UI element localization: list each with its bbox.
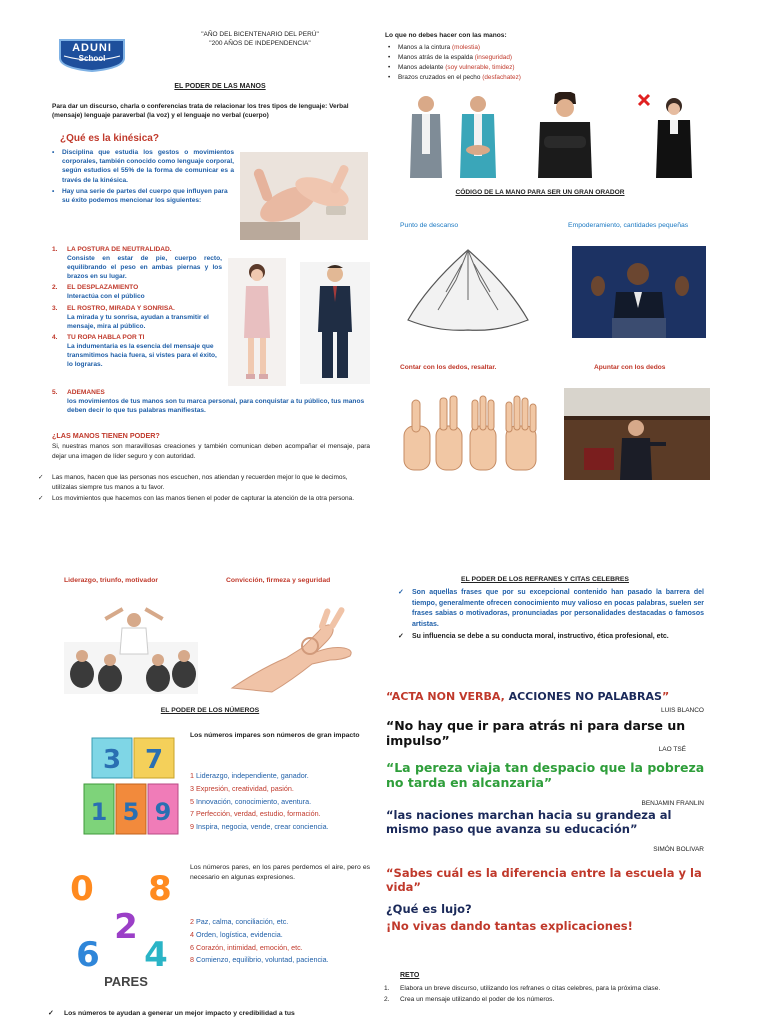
woman-posture-photo [228, 258, 286, 386]
list-item-title: ADEMANES [67, 389, 105, 396]
author-bolivar: SIMÓN BOLIVAR [653, 846, 704, 853]
svg-text:3: 3 [102, 745, 122, 775]
ok-hand-photo [222, 598, 370, 694]
manos-check-item: ✓ Las manos, hacen que las personas nos escuchen, nos atiendan y recuerden mejor lo que le decimos, utilízalas siempre tus manos a tu favor. [38, 473, 370, 493]
impares-list [190, 770, 380, 834]
quote-escuela-vida: “Sabes cuál es la diferencia entre la escuela y la vida” [386, 866, 702, 895]
pares-numbers-image [64, 868, 188, 992]
header-anniversary [170, 30, 350, 48]
label-conviccion: Convicción, firmeza y seguridad [226, 577, 331, 584]
list-item-text: La indumentaria es la esencia del mensaje que transmitimos hacia fuera, si vistes para el éxito, lo lograras. [67, 342, 217, 369]
man-suit-photo [300, 262, 370, 384]
author-luis-blanco: LUIS BLANCO [661, 707, 704, 714]
list-item-text: los movimientos de tus manos son tu marca personal, para conquistar a tu público, tus manos deben decir lo que tus palabras manifiestas. [67, 398, 365, 415]
manos-checks [38, 473, 370, 503]
manos-poder-heading: ¿LAS MANOS TIENEN PODER? [52, 431, 160, 440]
list-item: 4. TU ROPA HABLA POR TI La indumentaria es la esencia del mensaje que transmitimos hacia fuera, si vistes para el éxito, lo lograras. [52, 333, 222, 369]
quote-bolivar: “las naciones marchan hacia su grandeza al mismo paso que avanza su educación” [386, 808, 672, 837]
impar-item: 1 Liderazgo, independiente, ganador. [190, 771, 309, 780]
codigo-mano-title: CÓDIGO DE LA MANO PARA SER UN GRAN ORADOR [455, 189, 625, 196]
list-item: 2. EL DESPLAZAMIENTO Interactúa con el público [52, 283, 222, 301]
refranes-check-item: ✓ Su influencia se debe a su conducta moral, instructivo, ética profesional, etc. [398, 632, 704, 643]
svg-text:6: 6 [76, 935, 100, 975]
svg-text:5: 5 [122, 798, 140, 826]
kinesica-heading: ¿Qué es la kinésica? [60, 133, 159, 144]
list-item: 3. EL ROSTRO, MIRADA Y SONRISA. La mirada y tu sonrisa, ayudan a transmitir el mensaje, mira al público. [52, 304, 222, 331]
label-punto-descanso: Punto de descanso [400, 222, 459, 229]
numeros-final-check: ✓ Los números te ayudan a generar un mejor impacto y credibilidad a tus [48, 1010, 295, 1017]
reto-list [384, 984, 706, 1004]
impares-intro: Los números impares son números de gran impacto [190, 732, 360, 739]
label-liderazgo: Liderazgo, triunfo, motivador [64, 577, 159, 584]
kinesica-bullet: • Disciplina que estudia los gestos o movimientos corporales, también conocido como lenguaje corporal, según estudios el 55% de la forma de comunicar es a través de la kinésica. [52, 148, 234, 185]
list-item-text: Consiste en estar de pie, cuerpo recto, equilibrando el peso en ambas piernas y los brazos en su lugar. [67, 255, 222, 281]
header-line-1: "AÑO DEL BICENTENARIO DEL PERÚ" [201, 31, 319, 38]
svg-text:7: 7 [144, 745, 164, 775]
svg-text:8: 8 [148, 869, 172, 909]
speaker-podium-photo [572, 246, 706, 338]
kinesica-bullets [52, 148, 234, 205]
posture-men-photo [398, 92, 510, 178]
no-hacer-list [388, 43, 688, 83]
list-item-text: Interactúa con el público [67, 293, 145, 301]
no-hacer-item: • Manos adelante (soy vulnerable, timidez) [388, 63, 688, 73]
quote-acta-non-verba: “ACTA NON VERBA, ACCIONES NO PALABRAS” [386, 690, 670, 703]
quote-lujo: ¿Qué es lujo? [386, 902, 472, 916]
impar-item: 3 Expresión, creatividad, pasión. [190, 783, 294, 793]
list-item-title: EL ROSTRO, MIRADA Y SONRISA. [67, 304, 175, 312]
impar-item: 5 Innovación, conocimiento, aventura. [190, 796, 312, 806]
header-line-2: "200 AÑOS DE INDEPENDENCIA" [209, 40, 311, 48]
svg-text:0: 0 [70, 869, 94, 909]
no-hacer-item: • Brazos cruzados en el pecho (desfachatez) [388, 73, 688, 83]
svg-text:4: 4 [144, 935, 168, 975]
pares-intro: Los números pares, en los pares perdemos el aire, pero es necesario en algunas expresiones. [190, 864, 370, 882]
steeple-hands-illustration [398, 240, 538, 335]
hands-gesture-photo [240, 152, 368, 240]
manos-check-item: ✓ Los movimientos que hacemos con las manos tienen el poder de capturar la atención de la otra persona. [38, 494, 370, 504]
list-item-title: EL DESPLAZAMIENTO [67, 284, 139, 292]
label-empoderamiento: Empoderamiento, cantidades pequeñas [568, 222, 689, 229]
author-franklin: BENJAMIN FRANLIN [641, 800, 704, 807]
impar-item: 7 Perfección, verdad, estudio, formación. [190, 809, 321, 819]
kinesica-bullet: • Hay una serie de partes del cuerpo que influyen para su éxito podemos mencionar los siguientes: [52, 187, 234, 205]
par-item: 4 Orden, logística, evidencia. [190, 929, 283, 939]
number-blocks-image [78, 734, 182, 842]
par-item: 8 Comienzo, equilibrio, voluntad, paciencia. [190, 955, 329, 965]
label-contar-dedos: Contar con los dedos, resaltar. [400, 364, 497, 371]
counting-fingers-illustration [398, 386, 546, 482]
numeros-title: EL PODER DE LOS NÚMEROS [160, 707, 260, 714]
impar-item: 9 Inspira, negocia, vende, crear conciencia. [190, 822, 329, 832]
school-logo [54, 38, 130, 72]
intro-paragraph: Para dar un discurso, charla o conferencias trata de relacionar los tres tipos de lenguaje: Verbal (mensaje) lenguaje paraverbal (la voz) y el lenguaje no verbal (cuerpo) [52, 103, 349, 119]
no-hacer-heading: Lo que no debes hacer con las manos: [385, 32, 507, 39]
pointing-speaker-photo [564, 388, 710, 480]
logo-subtext: School [78, 54, 106, 63]
reto-title: RETO [400, 972, 420, 979]
refranes-checks [398, 588, 704, 643]
quote-lao-tse: “No hay que ir para atrás ni para darse un impulso” [386, 718, 686, 749]
author-lao-tse: LAO TSÉ [658, 746, 686, 753]
quote-franklin: “La pereza viaja tan despacio que la pobreza no tarda en alcanzaria” [386, 760, 705, 791]
kinesica-list [52, 245, 222, 371]
crossed-arms-man-photo [530, 92, 600, 178]
list-item-title: TU ROPA HABLA POR TI [67, 333, 145, 341]
svg-text:2: 2 [114, 907, 138, 947]
pares-label: PARES [104, 974, 148, 989]
reto-item: 2. Crea un mensaje utilizando el poder de los números. [384, 995, 555, 1003]
list-item-ademanes: 5. ADEMANES los movimientos de tus manos son tu marca personal, para conquistar a tu público, tus manos deben decir lo que tus palabras manifiestas. [52, 388, 372, 415]
celebration-meeting-photo [64, 598, 198, 694]
logo-text: ADUNI [72, 42, 112, 54]
refranes-title: EL PODER DE LOS REFRANES Y CITAS CELEBRES [461, 576, 629, 583]
manos-poder-paragraph: Si, nuestras manos son maravillosas creaciones y también comunican deben acompañar el mensaje, para dejar una imagen de líder seguro y con autoridad. [52, 443, 370, 460]
svg-text:9: 9 [154, 798, 172, 826]
list-item-text: La mirada y tu sonrisa, ayudan a transmitir el mensaje, mira al público. [67, 313, 209, 330]
quote-explicaciones: ¡No vivas dando tantas explicaciones! [386, 919, 633, 933]
section-title-manos: EL PODER DE LAS MANOS [174, 83, 266, 90]
par-item: 6 Corazón, intimidad, emoción, etc. [190, 942, 303, 952]
reto-item: 1. Elabora un breve discurso, utilizando los refranes o citas celebres, para la próxima clase. [384, 985, 661, 992]
pares-list [190, 916, 380, 967]
no-hacer-item: • Manos atrás de la espalda (inseguridad) [388, 53, 688, 63]
svg-text:1: 1 [90, 798, 108, 826]
no-hacer-item: • Manos a la cintura (molestia) [388, 43, 688, 53]
list-item: 1. LA POSTURA DE NEUTRALIDAD. Consiste en estar de pie, cuerpo recto, equilibrando el peso en ambas piernas y los brazos en su lugar. [52, 246, 222, 281]
woman-no-gesture-photo [636, 92, 706, 178]
label-apuntar-dedos: Apuntar con los dedos [594, 364, 666, 371]
par-item: 2 Paz, calma, conciliación, etc. [190, 917, 289, 926]
check-icon: ✓ [48, 1010, 54, 1017]
list-item-title: LA POSTURA DE NEUTRALIDAD. [67, 246, 172, 253]
refranes-check-item: ✓ Son aquellas frases que por su excepcional contenido han pasado la barrera del tiempo, generalmente ofrecen conocimiento muy valioso en pocas palabras, suelen ser frases sabias o motivadoras, pronunciadas por personalidades destacadas o famosos artistas. [398, 588, 704, 630]
